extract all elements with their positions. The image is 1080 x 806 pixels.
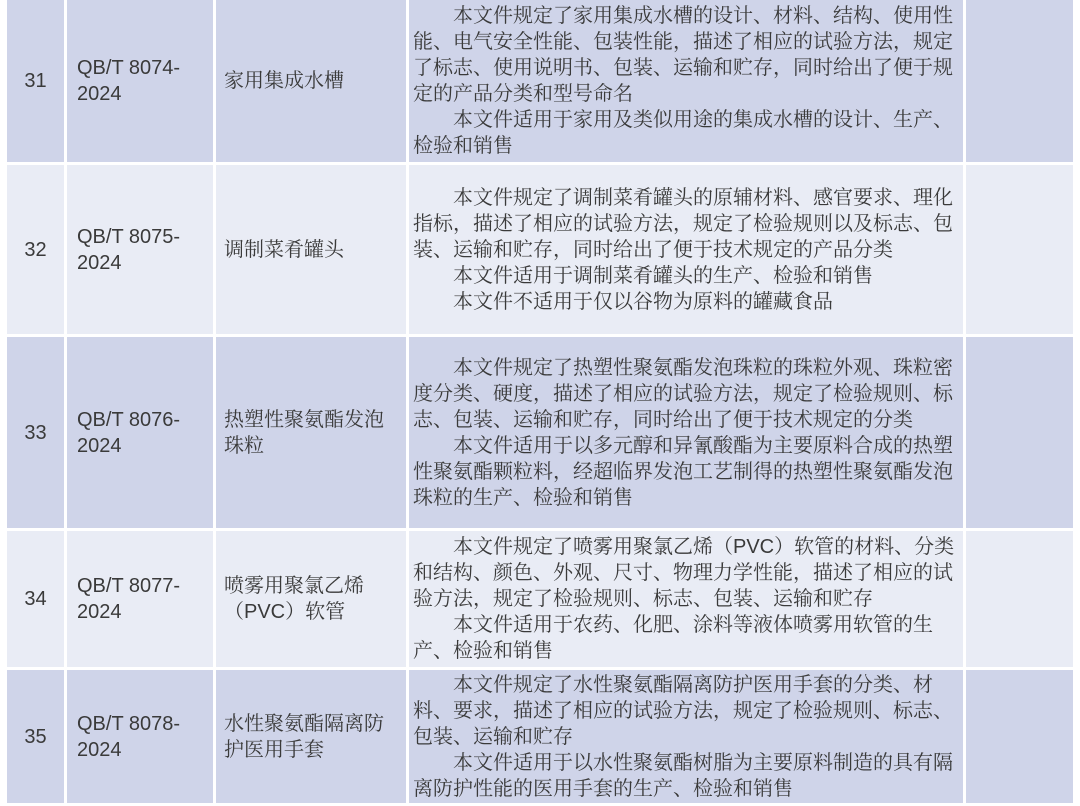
table-row bbox=[7, 0, 1073, 162]
table-row bbox=[7, 337, 1073, 528]
remarks-cell bbox=[966, 165, 1073, 334]
scope-description-cell bbox=[409, 531, 963, 667]
scope-description-cell bbox=[409, 670, 963, 803]
scope-paragraph: 本文件规定了热塑性聚氨酯发泡珠粒的珠粒外观、珠粒密度分类、硬度，描述了相应的试验方法，规定了检验规则、标志、包装、运输和贮存，同时给出了便于技术规定的分类 bbox=[413, 356, 953, 431]
remarks-cell bbox=[966, 337, 1073, 528]
table-row bbox=[7, 531, 1073, 667]
standard-name-cell: 热塑性聚氨酯发泡珠粒 bbox=[216, 337, 406, 528]
table-row bbox=[7, 670, 1073, 803]
row-number-cell: 32 bbox=[7, 165, 64, 334]
scope-description-cell bbox=[409, 165, 963, 334]
scope-paragraph: 本文件规定了喷雾用聚氯乙烯（PVC）软管的材料、分类和结构、颜色、外观、尺寸、物理力学性能，描述了相应的试验方法，规定了检验规则、标志、包装、运输和贮存 bbox=[413, 536, 955, 610]
scope-paragraph: 本文件规定了水性聚氨酯隔离防护医用手套的分类、材料、要求，描述了相应的试验方法，规定了检验规则、标志、包装、运输和贮存 bbox=[413, 673, 953, 748]
standard-name-cell: 喷雾用聚氯乙烯（PVC）软管 bbox=[216, 531, 406, 667]
scope-paragraph: 本文件适用于农药、化肥、涂料等液体喷雾用软管的生产、检验和销售 bbox=[413, 614, 933, 662]
row-number-cell: 35 bbox=[7, 670, 64, 803]
scope-paragraph: 本文件规定了家用集成水槽的设计、材料、结构、使用性能、电气安全性能、包装性能，描述了相应的试验方法，规定了标志、使用说明书、包装、运输和贮存，同时给出了便于规定的产品分类和型号命名 bbox=[413, 5, 953, 105]
scope-paragraph: 本文件不适用于仅以谷物为原料的罐藏食品 bbox=[453, 290, 833, 313]
standard-number-cell: QB/T 8076-2024 bbox=[67, 337, 213, 528]
scope-paragraph: 本文件规定了调制菜肴罐头的原辅材料、感官要求、理化指标，描述了相应的试验方法，规定了检验规则以及标志、包装、运输和贮存，同时给出了便于技术规定的产品分类 bbox=[413, 186, 953, 261]
remarks-cell bbox=[966, 531, 1073, 667]
row-number-cell: 34 bbox=[7, 531, 64, 667]
row-number-cell: 33 bbox=[7, 337, 64, 528]
scope-paragraph: 本文件适用于家用及类似用途的集成水槽的设计、生产、检验和销售 bbox=[413, 109, 953, 157]
standard-name-cell: 水性聚氨酯隔离防护医用手套 bbox=[216, 670, 406, 803]
scope-paragraph: 本文件适用于以水性聚氨酯树脂为主要原料制造的具有隔离防护性能的医用手套的生产、检验和销售 bbox=[413, 751, 953, 800]
standard-number-cell: QB/T 8077-2024 bbox=[67, 531, 213, 667]
scope-paragraph: 本文件适用于以多元醇和异氰酸酯为主要原料合成的热塑性聚氨酯颗粒料，经超临界发泡工艺制得的热塑性聚氨酯发泡珠粒的生产、检验和销售 bbox=[413, 434, 953, 509]
table-row bbox=[7, 165, 1073, 334]
row-number-cell: 31 bbox=[7, 0, 64, 162]
standard-name-cell: 调制菜肴罐头 bbox=[216, 165, 406, 334]
scope-paragraph: 本文件适用于调制菜肴罐头的生产、检验和销售 bbox=[453, 264, 873, 287]
remarks-cell bbox=[966, 0, 1073, 162]
standard-number-cell: QB/T 8075-2024 bbox=[67, 165, 213, 334]
standard-name-cell: 家用集成水槽 bbox=[216, 0, 406, 162]
standard-number-cell: QB/T 8078-2024 bbox=[67, 670, 213, 803]
standard-number-cell: QB/T 8074-2024 bbox=[67, 0, 213, 162]
scope-description-cell bbox=[409, 337, 963, 528]
scope-description-cell bbox=[409, 0, 963, 162]
remarks-cell bbox=[966, 670, 1073, 803]
standards-table bbox=[4, 0, 1076, 806]
